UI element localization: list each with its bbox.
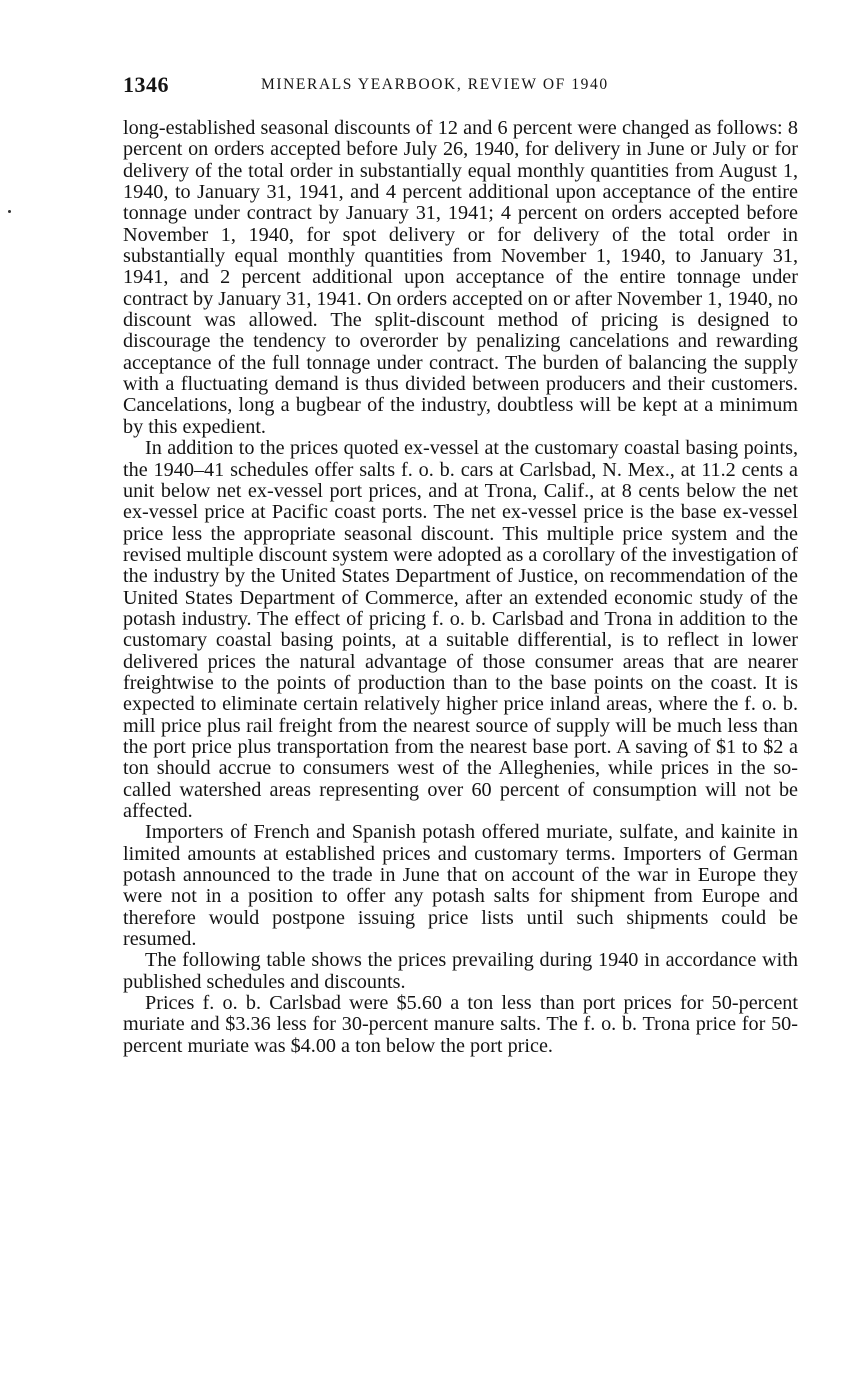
paragraph-fob-prices: Prices f. o. b. Carlsbad were $5.60 a ton less than port prices for 50-percent muriate and $3.36 less for 30-percent manure salts. The f. o. b. Trona price for 50-percent muriate was $4.00 a ton below the port price. bbox=[123, 992, 798, 1057]
body-text bbox=[123, 118, 798, 1057]
running-head: MINERALS YEARBOOK, REVIEW OF 1940 bbox=[261, 76, 609, 93]
page-header bbox=[123, 72, 663, 102]
page-number: 1346 bbox=[123, 72, 169, 97]
paragraph-table-intro: The following table shows the prices prevailing during 1940 in accordance with published schedules and discounts. bbox=[123, 949, 798, 993]
paragraph-continued-discounts: long-established seasonal discounts of 12 and 6 percent were changed as follows: 8 percent on orders accepted before July 26, 1940, for delivery in June or July or for delivery of the total order in substantially equal monthly quantities from August 1, 1940, to January 31, 1941, and 4 percent additional upon acceptance of the entire tonnage under contract by January 31, 1941; 4 percent on orders accepted before November 1, 1940, for spot delivery or for delivery of the total order in substantially equal monthly quantities from November 1, 1940, to January 31, 1941, and 2 percent additional upon acceptance of the entire tonnage under contract by January 31, 1941. On orders accepted on or after November 1, 1940, no discount was allowed. The split-discount method of pricing is designed to discourage the tendency to overorder by penalizing cancelations and rewarding acceptance of the full tonnage under contract. The burden of balancing the supply with a fluctuating demand is thus divided between producers and their customers. Cancelations, long a bugbear of the industry, doubtless will be kept at a minimum by this expedient. bbox=[123, 117, 798, 438]
scan-speck bbox=[8, 210, 11, 213]
paragraph-pricing-system: In addition to the prices quoted ex-vessel at the customary coastal basing points, the 1940–41 schedules offer salts f. o. b. cars at Carlsbad, N. Mex., at 11.2 cents a unit below net ex-vessel port prices, and at Trona, Calif., at 8 cents below the net ex-vessel price at Pacific coast ports. The net ex-vessel price is the base ex-vessel price less the appropriate seasonal discount. This multiple price system and the revised multiple discount system were adopted as a corollary of the investigation of the industry by the United States Department of Justice, on recommendation of the United States Department of Commerce, after an extended economic study of the potash industry. The effect of pricing f. o. b. Carlsbad and Trona in addition to the customary coastal basing points, at a suitable differential, is to reflect in lower delivered prices the natural advantage of those consumer areas that are nearer freightwise to the points of production than to the base points on the coast. It is expected to eliminate certain relatively higher price inland areas, where the f. o. b. mill price plus rail freight from the nearest source of supply will be much less than the port price plus transportation from the nearest base port. A saving of $1 to $2 a ton should accrue to consumers west of the Alleghenies, while prices in the so-called watershed areas representing over 60 percent of consumption will not be affected. bbox=[123, 437, 798, 822]
paragraph-importers: Importers of French and Spanish potash offered muriate, sulfate, and kainite in limited amounts at established prices and customary terms. Importers of German potash announced to the trade in June that on account of the war in Europe they were not in a position to offer any potash salts for shipment from Europe and therefore would postpone issuing price lists until such shipments could be resumed. bbox=[123, 821, 798, 951]
